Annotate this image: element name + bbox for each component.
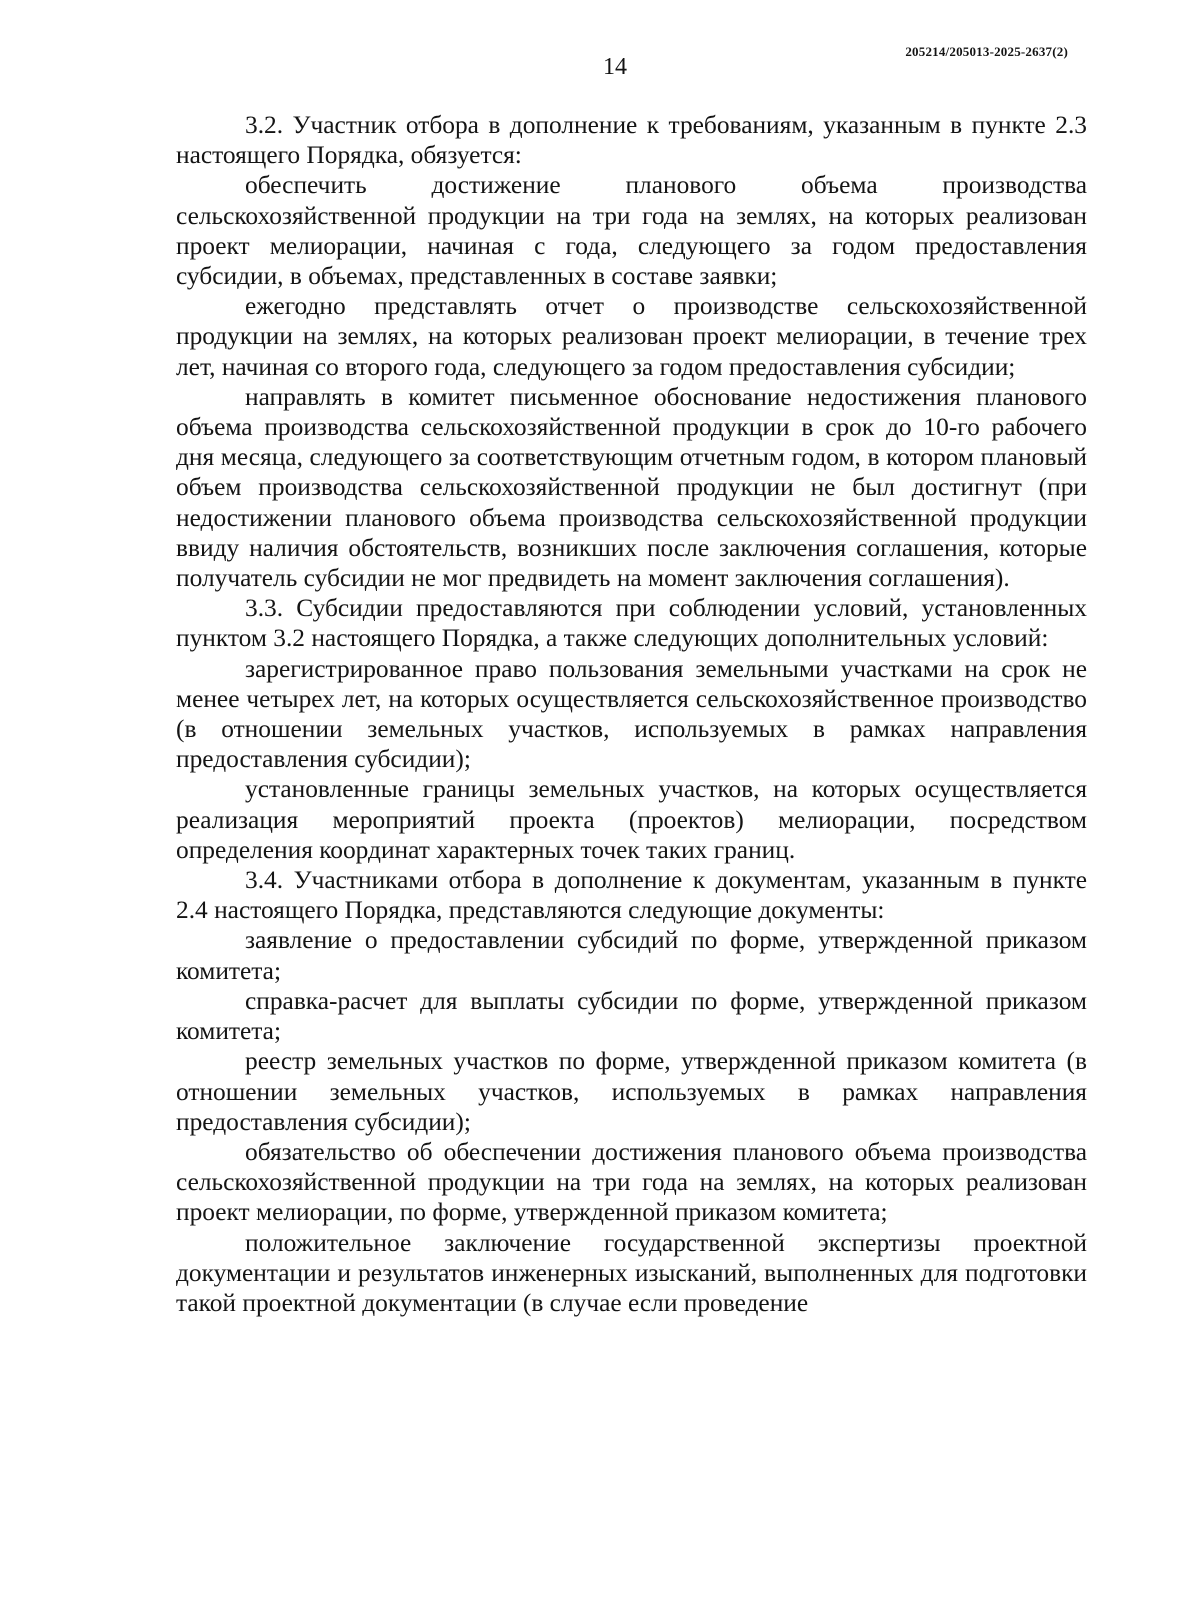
paragraph-condition-land-right: зарегистрированное право пользования земельными участками на срок не менее четырех лет, на которых осуществляется сельскохозяйственное производство (в отношении земельных участков, используемых в рамках направления предоставления субсидии); (176, 654, 1087, 774)
paragraph-3-4: 3.4. Участниками отбора в дополнение к документам, указанным в пункте 2.4 настоящего Порядка, представляются следующие документы: (176, 866, 1087, 925)
paragraph-obligation-report: ежегодно представлять отчет о производстве сельскохозяйственной продукции на землях, на которых реализован проект мелиорации, в течение трех лет, начиная со второго года, следующего за годом предоставления субсидии; (176, 292, 1087, 381)
paragraph-condition-boundaries: установленные границы земельных участков, на которых осуществляется реализация мероприятий проекта (проектов) мелиорации, посредством определения координат характерных точек таких границ. (176, 775, 1087, 864)
paragraph-3-3: 3.3. Субсидии предоставляются при соблюдении условий, установленных пунктом 3.2 настоящего Порядка, а также следующих дополнительных условий: (176, 594, 1087, 653)
paragraph-document-expertise: положительное заключение государственной экспертизы проектной документации и результатов инженерных изысканий, выполненных для подготовки такой проектной документации (в случае если проведение (176, 1228, 1087, 1317)
paragraph-document-calculation: справка-расчет для выплаты субсидии по форме, утвержденной приказом комитета; (176, 986, 1087, 1046)
paragraph-document-land-register: реестр земельных участков по форме, утвержденной приказом комитета (в отношении земельных участков, используемых в рамках направления предоставления субсидии); (176, 1047, 1087, 1136)
page-number: 14 (603, 54, 627, 80)
paragraph-document-commitment: обязательство об обеспечении достижения планового объема производства сельскохозяйственной продукции на три года на землях, на которых реализован проект мелиорации, по форме, утвержденной приказом комитета; (176, 1137, 1087, 1227)
document-registration-number: 205214/205013-2025-2637(2) (905, 44, 1068, 59)
paragraph-obligation-justification: направлять в комитет письменное обоснование недостижения планового объема производства сельскохозяйственной продукции в срок до 10-го рабочего дня месяца, следующего за соответствующим отчетным годом, в котором плановый объем производства сельскохозяйственной продукции не был достигнут (при недостижении планового объема производства сельскохозяйственной продукции ввиду наличия обстоятельств, возникших после заключения соглашения, которые получатель субсидии не мог предвидеть на момент заключения соглашения). (176, 382, 1087, 593)
paragraph-document-application: заявление о предоставлении субсидий по форме, утвержденной приказом комитета; (176, 926, 1087, 985)
document-body (176, 110, 1087, 1318)
paragraph-obligation-production: обеспечить достижение планового объема производства сельскохозяйственной продукции на три года на землях, на которых реализован проект мелиорации, начиная с года, следующего за годом предоставления субсидии, в объемах, представленных в составе заявки; (176, 171, 1087, 291)
paragraph-3-2: 3.2. Участник отбора в дополнение к требованиям, указанным в пункте 2.3 настоящего Порядка, обязуется: (176, 111, 1087, 170)
